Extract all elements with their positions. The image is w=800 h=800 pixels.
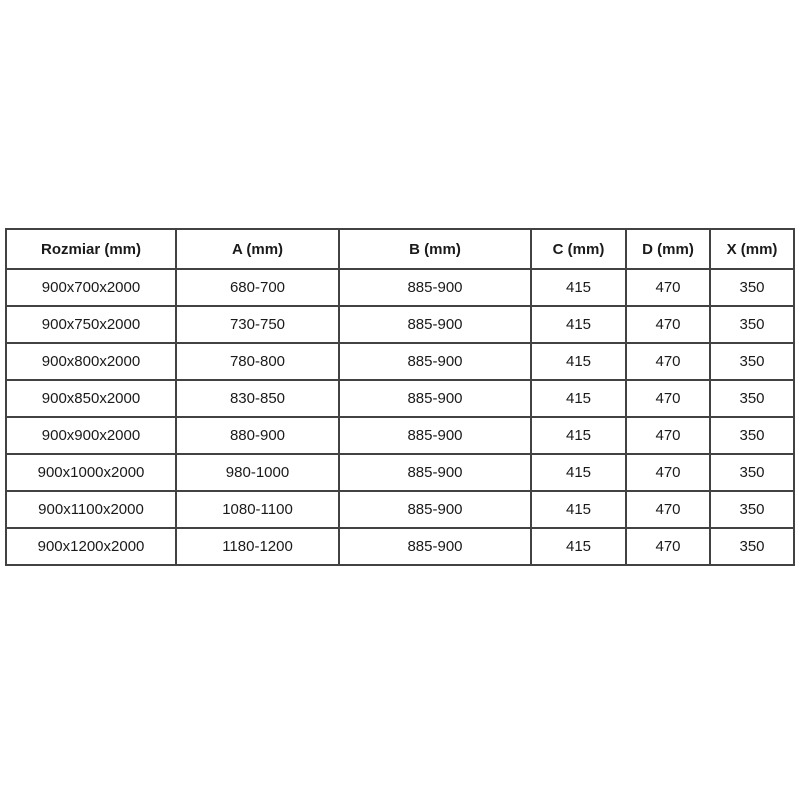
cell-a: 780-800 <box>176 343 339 380</box>
cell-a: 1080-1100 <box>176 491 339 528</box>
cell-c: 415 <box>531 343 626 380</box>
table-row <box>6 306 794 343</box>
cell-x: 350 <box>710 343 794 380</box>
cell-a: 830-850 <box>176 380 339 417</box>
cell-rozmiar: 900x1000x2000 <box>6 454 176 491</box>
cell-d: 470 <box>626 269 710 306</box>
cell-x: 350 <box>710 528 794 565</box>
cell-rozmiar: 900x900x2000 <box>6 417 176 454</box>
cell-x: 350 <box>710 306 794 343</box>
cell-c: 415 <box>531 306 626 343</box>
header-rozmiar: Rozmiar (mm) <box>6 229 176 269</box>
cell-x: 350 <box>710 269 794 306</box>
cell-d: 470 <box>626 454 710 491</box>
cell-x: 350 <box>710 417 794 454</box>
cell-d: 470 <box>626 417 710 454</box>
cell-b: 885-900 <box>339 269 531 306</box>
table-row <box>6 269 794 306</box>
header-d: D (mm) <box>626 229 710 269</box>
cell-d: 470 <box>626 491 710 528</box>
cell-a: 980-1000 <box>176 454 339 491</box>
cell-c: 415 <box>531 380 626 417</box>
table-row <box>6 417 794 454</box>
cell-d: 470 <box>626 306 710 343</box>
cell-b: 885-900 <box>339 417 531 454</box>
cell-c: 415 <box>531 269 626 306</box>
cell-b: 885-900 <box>339 454 531 491</box>
table-row <box>6 343 794 380</box>
cell-rozmiar: 900x850x2000 <box>6 380 176 417</box>
table-header-row <box>6 229 794 269</box>
cell-rozmiar: 900x700x2000 <box>6 269 176 306</box>
cell-rozmiar: 900x750x2000 <box>6 306 176 343</box>
cell-rozmiar: 900x1200x2000 <box>6 528 176 565</box>
table-row <box>6 491 794 528</box>
cell-c: 415 <box>531 528 626 565</box>
cell-a: 680-700 <box>176 269 339 306</box>
cell-d: 470 <box>626 343 710 380</box>
table-row <box>6 380 794 417</box>
cell-b: 885-900 <box>339 528 531 565</box>
cell-x: 350 <box>710 380 794 417</box>
cell-d: 470 <box>626 380 710 417</box>
cell-x: 350 <box>710 454 794 491</box>
cell-b: 885-900 <box>339 380 531 417</box>
cell-b: 885-900 <box>339 343 531 380</box>
cell-rozmiar: 900x800x2000 <box>6 343 176 380</box>
cell-b: 885-900 <box>339 491 531 528</box>
cell-c: 415 <box>531 491 626 528</box>
cell-rozmiar: 900x1100x2000 <box>6 491 176 528</box>
cell-d: 470 <box>626 528 710 565</box>
cell-c: 415 <box>531 454 626 491</box>
cell-a: 1180-1200 <box>176 528 339 565</box>
dimensions-table <box>5 228 795 566</box>
cell-b: 885-900 <box>339 306 531 343</box>
header-c: C (mm) <box>531 229 626 269</box>
cell-x: 350 <box>710 491 794 528</box>
table-row <box>6 528 794 565</box>
header-a: A (mm) <box>176 229 339 269</box>
table-row <box>6 454 794 491</box>
header-b: B (mm) <box>339 229 531 269</box>
cell-c: 415 <box>531 417 626 454</box>
cell-a: 880-900 <box>176 417 339 454</box>
header-x: X (mm) <box>710 229 794 269</box>
cell-a: 730-750 <box>176 306 339 343</box>
